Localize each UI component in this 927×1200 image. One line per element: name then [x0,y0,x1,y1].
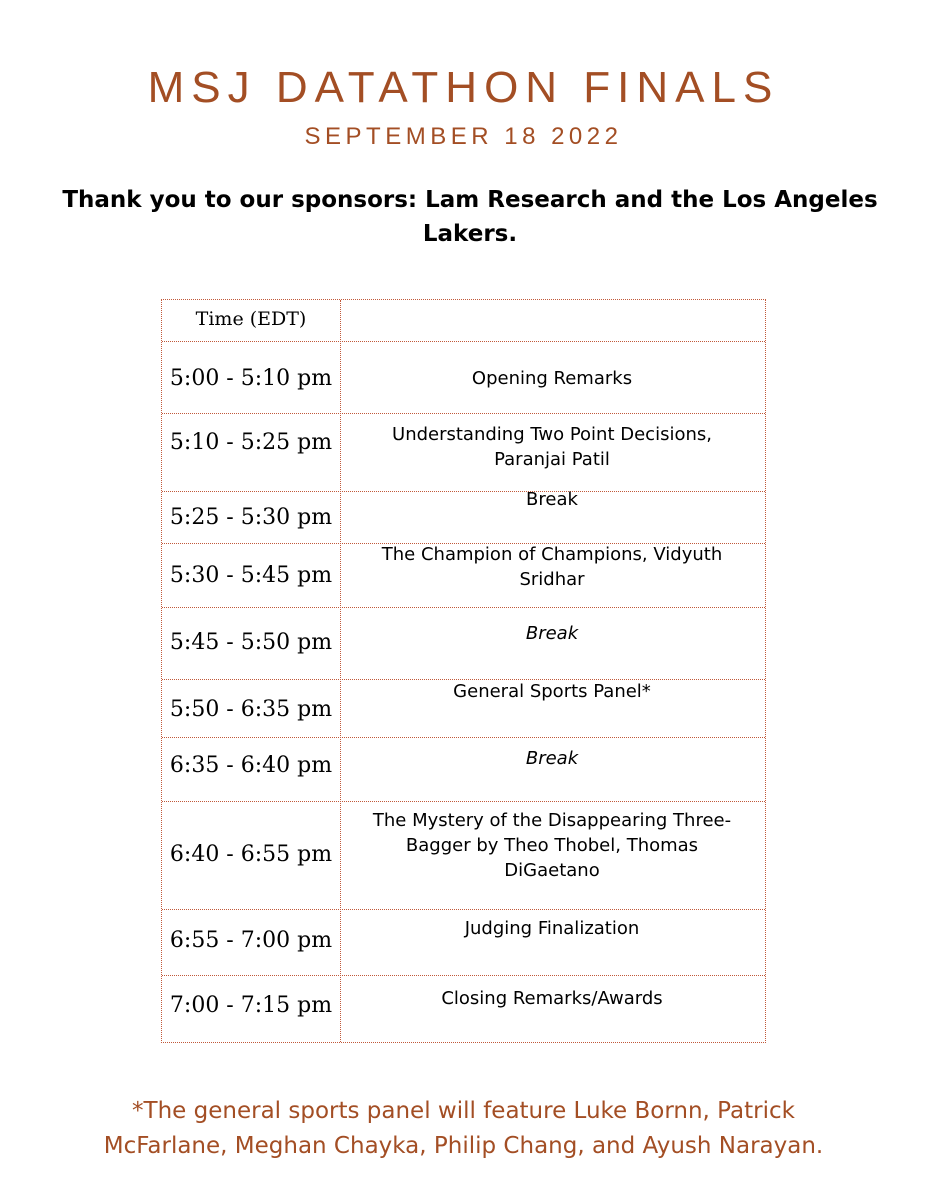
footnote-line-2: McFarlane, Meghan Chayka, Philip Chang, and Ayush Narayan. [103,1133,824,1159]
event-line: Bagger by Theo Thobel, Thomas [405,835,699,856]
page-title: MSJ DATATHON FINALS [147,63,780,112]
event-cell: Opening Remarks [471,368,633,389]
time-cell: 5:10 - 5:25 pm [169,430,333,455]
table-row [162,342,765,414]
time-cell: 5:00 - 5:10 pm [169,366,333,391]
event-cell [342,542,762,592]
event-cell: Judging Finalization [464,918,640,939]
sponsors-line-2: Lakers. [422,221,518,247]
event-line: Understanding Two Point Decisions, [392,424,712,445]
time-cell: 6:55 - 7:00 pm [169,928,333,953]
event-line: DiGaetano [504,860,600,881]
event-line: Paranjai Patil [494,449,610,470]
table-row [162,802,765,910]
time-cell: 7:00 - 7:15 pm [169,993,333,1018]
table-row [162,489,765,544]
time-cell: 5:45 - 5:50 pm [169,630,333,655]
event-cell: General Sports Panel* [453,681,651,702]
event-cell [342,422,762,472]
table-row [162,738,765,802]
event-cell: Break [525,748,579,769]
time-cell: 5:50 - 6:35 pm [169,697,333,722]
event-cell: Break [526,489,578,510]
sponsors-note [60,183,880,251]
event-line: The Champion of Champions, Vidyuth [381,544,723,565]
table-row [162,910,765,976]
time-cell: 5:25 - 5:30 pm [169,505,333,530]
event-date: SEPTEMBER 18 2022 [304,123,623,150]
table-header-row [162,300,765,342]
table-row [162,608,765,680]
sponsors-line-1: Thank you to our sponsors: Lam Research and the Los Angeles [62,187,878,213]
table-row [162,544,765,608]
table-row [162,680,765,738]
event-line: Sridhar [519,569,585,590]
event-cell: Closing Remarks/Awards [441,988,663,1009]
footnote-line-1: *The general sports panel will feature Luke Bornn, Patrick [132,1098,795,1124]
panel-footnote [20,1094,907,1164]
time-cell: 6:40 - 6:55 pm [169,842,333,867]
event-cell [342,808,762,883]
event-cell: Break [525,623,579,644]
table-row [162,414,765,492]
schedule-table [161,299,766,1043]
time-cell: 6:35 - 6:40 pm [169,753,333,778]
table-row [162,976,765,1042]
event-line: The Mystery of the Disappearing Three- [372,810,732,831]
time-column-header: Time (EDT) [195,308,307,330]
time-cell: 5:30 - 5:45 pm [169,563,333,588]
